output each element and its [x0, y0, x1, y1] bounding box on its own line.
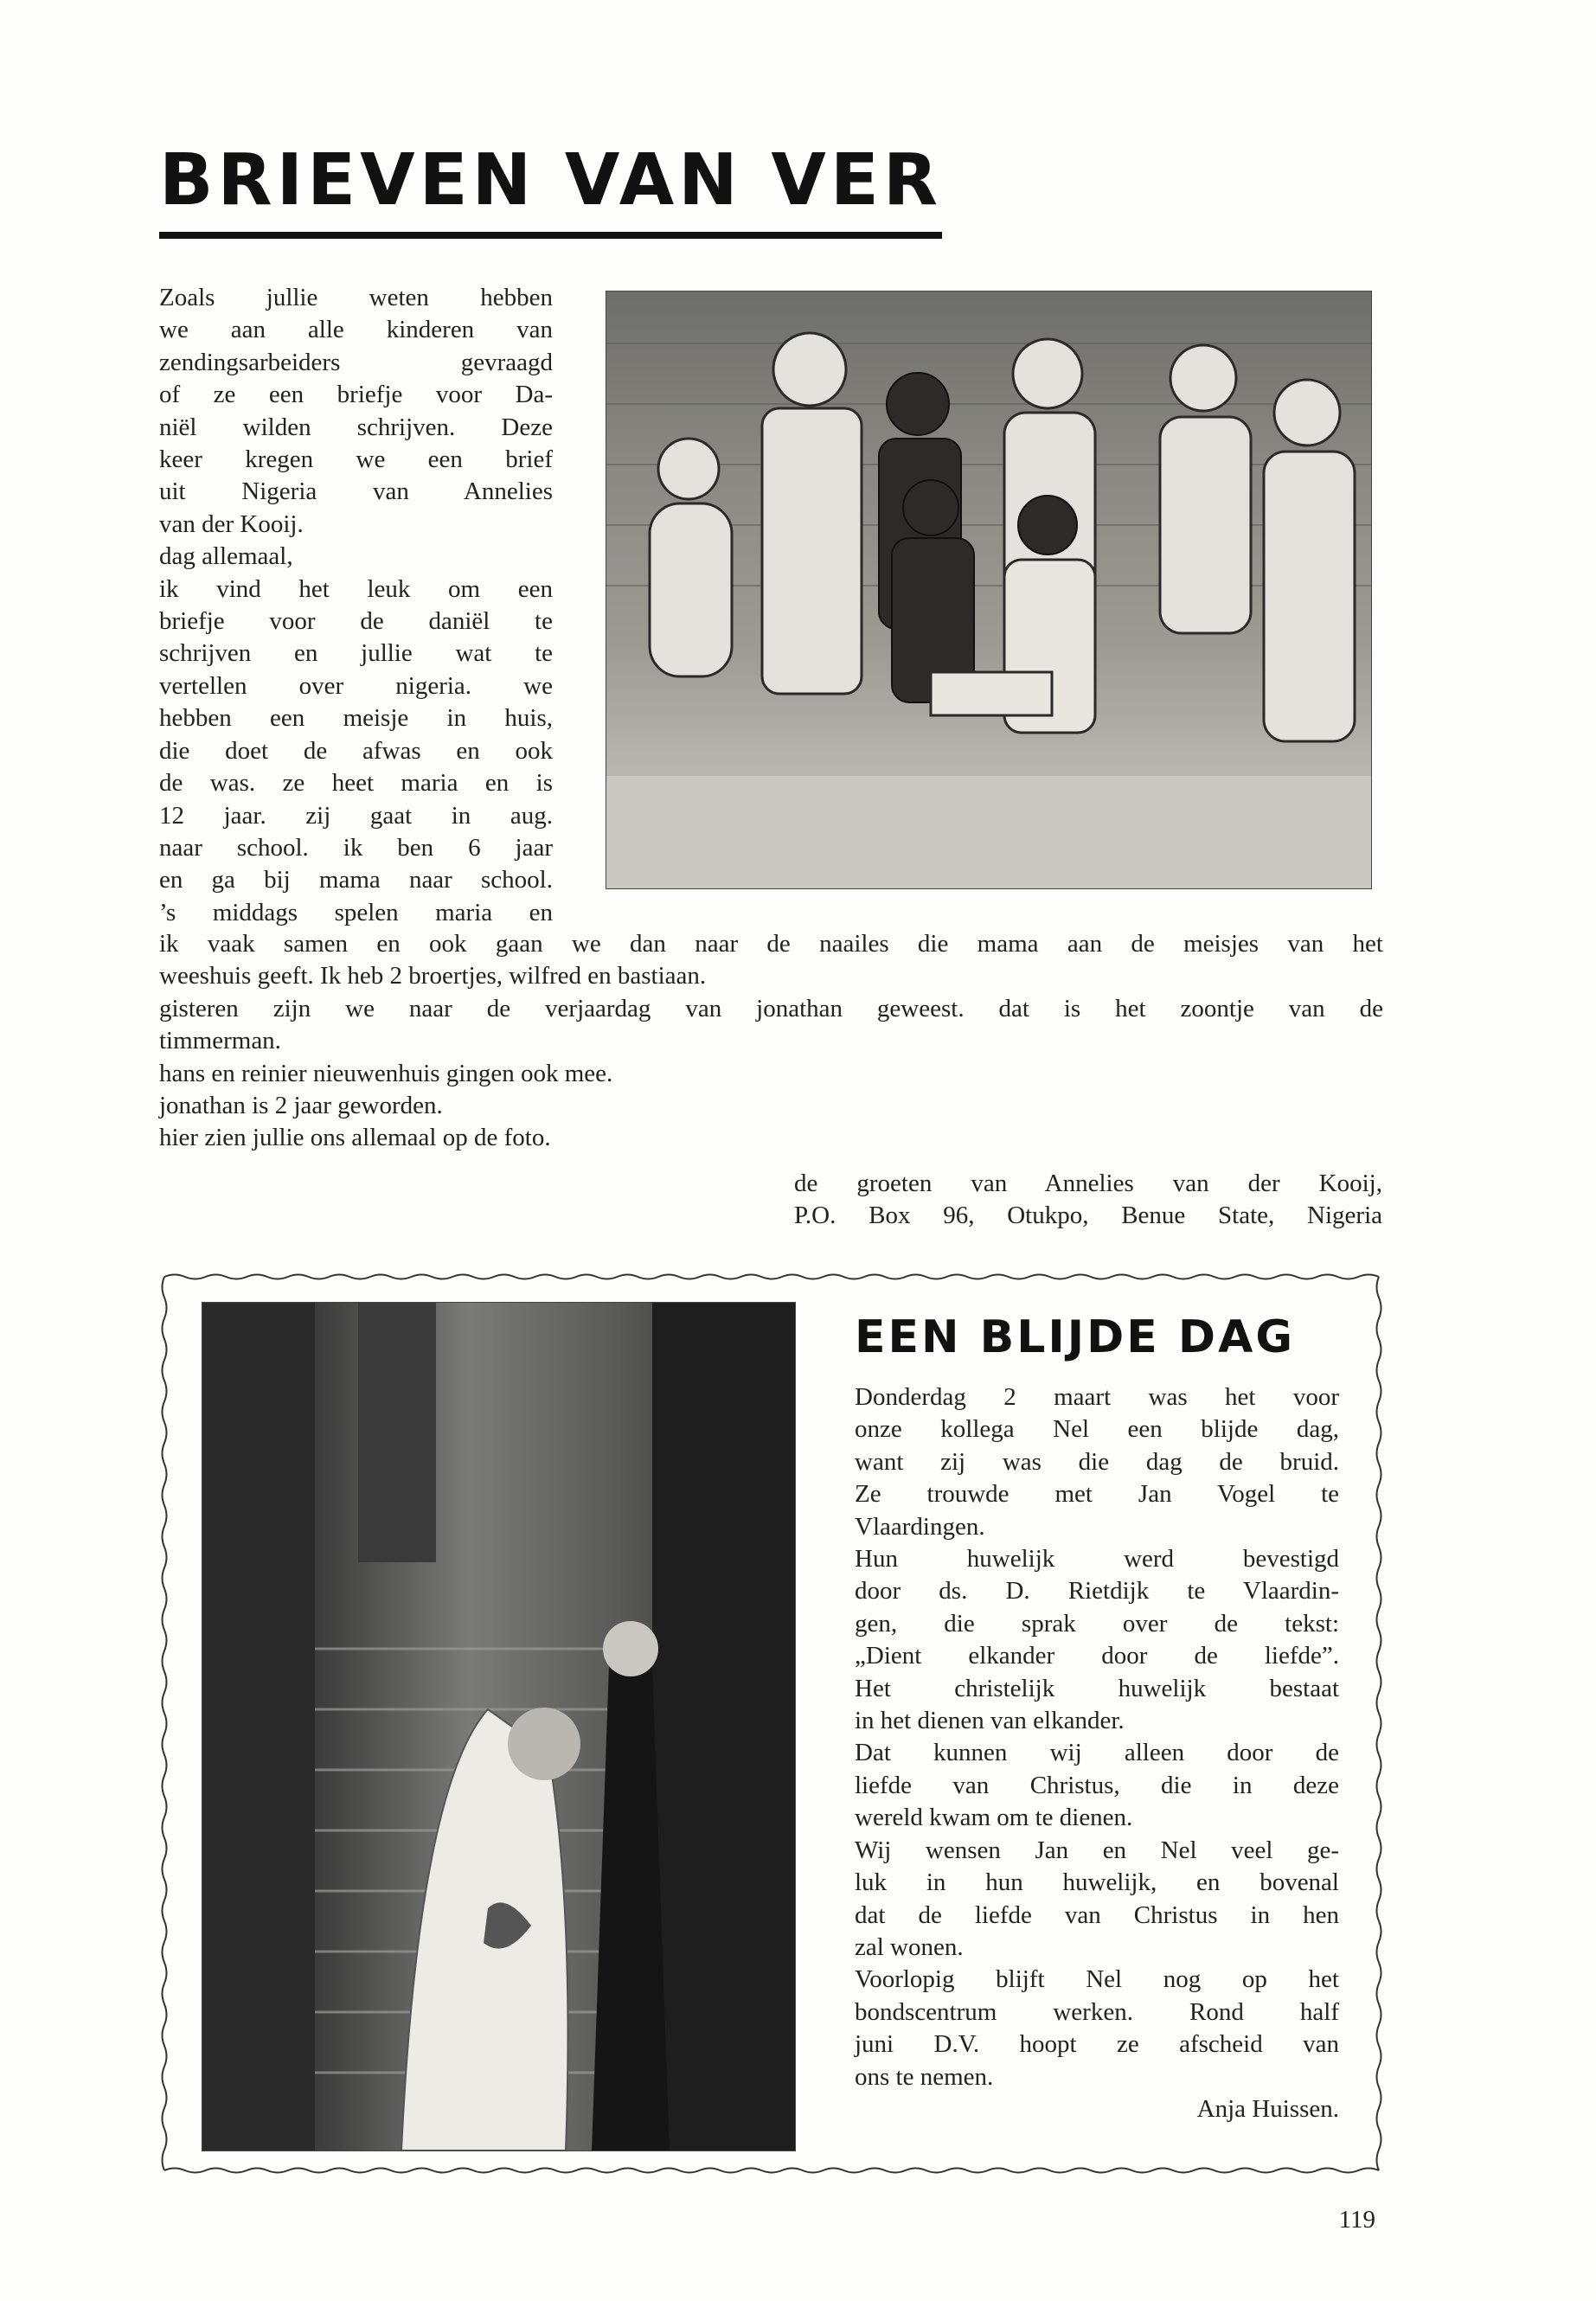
text-line: gisteren zijn we naar de verjaardag van jonathan geweest. dat is het zoontje van de — [159, 994, 1383, 1022]
text-line: naar school. ik ben 6 jaar — [159, 833, 553, 862]
text-line: zendingsarbeiders gevraagd — [159, 348, 553, 376]
page-number: 119 — [1338, 2206, 1375, 2234]
text-line: keer kregen we een brief — [159, 445, 553, 474]
text-line: we aan alle kinderen van — [159, 316, 553, 344]
text-line: niël wilden schrijven. Deze — [159, 413, 553, 441]
text-line: ik vaak samen en ook gaan we dan naar de naailes die mama aan de meisjes van het — [159, 930, 1383, 958]
text-line: Ze trouwde met Jan Vogel te — [855, 1480, 1339, 1509]
text-line: onze kollega Nel een blijde dag, — [855, 1415, 1339, 1444]
text-line: Dat kunnen wij alleen door de — [855, 1739, 1339, 1767]
text-line: ’s middags spelen maria en — [159, 898, 553, 926]
text-line: want zij was die dag de bruid. — [855, 1447, 1339, 1476]
text-line: juni D.V. hoopt ze afscheid van — [855, 2030, 1339, 2059]
text-line: luk in hun huwelijk, en bovenal — [855, 1868, 1339, 1897]
text-line: die doet de afwas en ook — [159, 736, 553, 765]
text-line: weeshuis geeft. Ik heb 2 broertjes, wilfred en bastiaan. — [159, 962, 707, 990]
text-line: hier zien jullie ons allemaal op de foto. — [159, 1124, 551, 1152]
text-line: „Dient elkander door de liefde”. — [855, 1642, 1339, 1670]
signature-line: de groeten van Annelies van der Kooij, — [794, 1170, 1382, 1197]
text-line: Hun huwelijk werd bevestigd — [855, 1545, 1339, 1574]
text-line: hans en reinier nieuwenhuis gingen ook mee. — [159, 1059, 613, 1087]
text-line: door ds. D. Rietdijk te Vlaardin- — [855, 1577, 1339, 1606]
article-title: EEN BLIJDE DAG — [855, 1311, 1296, 1363]
text-line: Donderdag 2 maart was het voor — [855, 1383, 1339, 1411]
text-line: Wij wensen Jan en Nel veel ge- — [855, 1836, 1339, 1864]
text-line: ons te nemen. — [855, 2062, 994, 2091]
text-line: schrijven en jullie wat te — [159, 639, 553, 668]
signature-line: P.O. Box 96, Otukpo, Benue State, Nigeria — [794, 1202, 1382, 1230]
article-body — [855, 1381, 1339, 2125]
article-signature: Anja Huissen. — [1196, 2094, 1339, 2123]
text-line: zal wonen. — [855, 1932, 964, 1961]
text-line: Vlaardingen. — [855, 1512, 985, 1541]
text-line: wereld kwam om te dienen. — [855, 1804, 1133, 1832]
title-underline — [159, 232, 942, 239]
letter-intro — [159, 282, 553, 929]
text-line: Het christelijk huwelijk bestaat — [855, 1674, 1339, 1702]
text-line: gen, die sprak over de tekst: — [855, 1609, 1339, 1638]
text-line: van der Kooij. — [159, 510, 304, 538]
letter-signature — [794, 1168, 1382, 1233]
page-title: BRIEVEN VAN VER — [159, 139, 942, 221]
text-line: Voorlopig blijft Nel nog op het — [855, 1965, 1339, 1994]
text-line: en ga bij mama naar school. — [159, 866, 553, 894]
text-line: dag allemaal, — [159, 542, 293, 571]
text-line: ik vind het leuk om een — [159, 574, 553, 603]
text-line: Zoals jullie weten hebben — [159, 284, 553, 311]
text-line: bondscentrum werken. Rond half — [855, 1997, 1339, 2026]
text-line: timmerman. — [159, 1027, 281, 1055]
text-line: vertellen over nigeria. we — [159, 671, 553, 700]
text-line: in het dienen van elkander. — [855, 1707, 1125, 1735]
text-line: jonathan is 2 jaar geworden. — [159, 1092, 443, 1120]
children-photo — [606, 291, 1372, 889]
text-line: liefde van Christus, die in deze — [855, 1771, 1339, 1799]
text-line: uit Nigeria van Annelies — [159, 478, 553, 506]
text-line: briefje voor de daniël te — [159, 607, 553, 636]
text-line: de was. ze heet maria en is — [159, 769, 553, 798]
text-line: of ze een briefje voor Da- — [159, 381, 553, 409]
text-line: 12 jaar. zij gaat in aug. — [159, 801, 553, 830]
text-line: hebben een meisje in huis, — [159, 704, 553, 733]
text-line: dat de liefde van Christus in hen — [855, 1900, 1339, 1929]
wedding-photo — [202, 1302, 796, 2151]
letter-body — [159, 928, 1383, 1155]
